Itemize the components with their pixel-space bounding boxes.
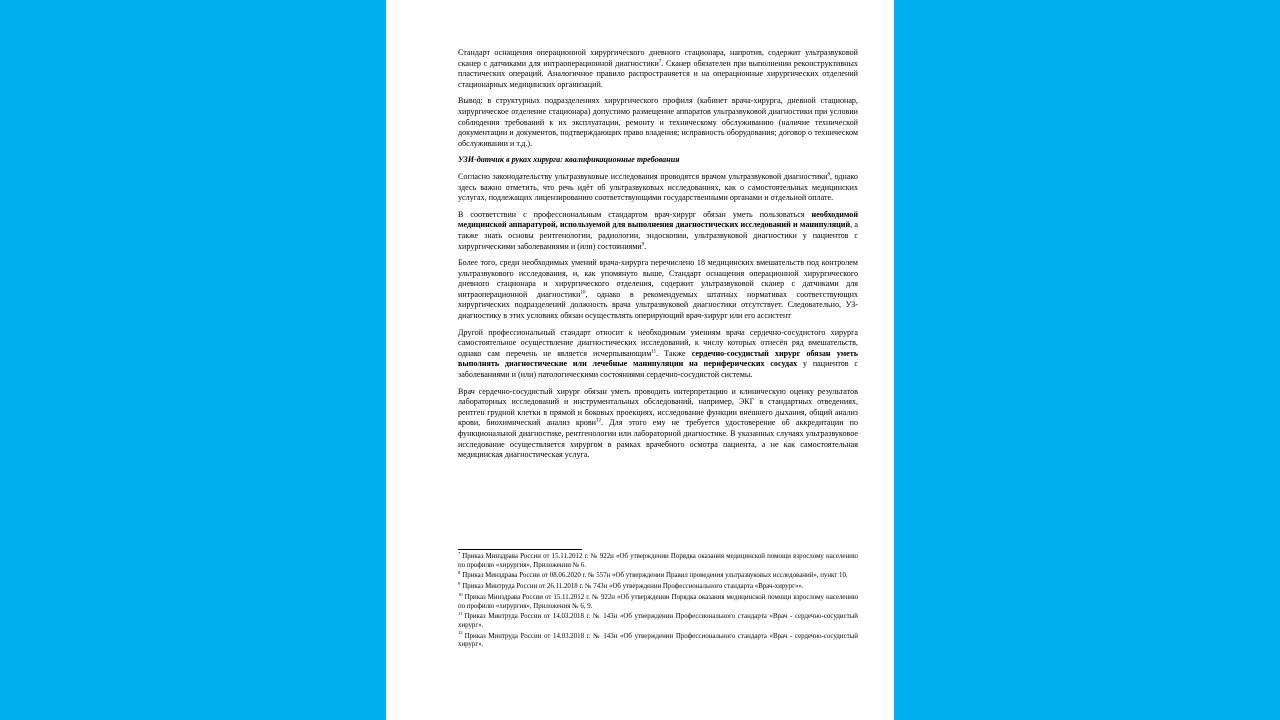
footnote [458,550,858,570]
text-run: . Для этого ему не требуется удостоверение об аккредитации по функциональной диагностике, рентгенологии или лабораторной диагностике. В указанных случаях ультразвуковое исследование осуществляется хирургом в рамках врачебного осмотра пациента, а не как самостоятельная медицинская диагностическая услуга. [458,418,858,460]
footnote-number: 9 [458,580,461,586]
footnote-reference: 8 [827,172,830,178]
footnote-reference: 10 [580,290,586,296]
footnote-number: 11 [458,610,463,616]
footnote [458,591,858,611]
footnote-text: Приказ Минздрава России от 08.06.2020 г. № 557н «Об утверждении Правил проведения ультразвуковых исследований», пункт 10. [462,572,848,580]
text-run: УЗИ-датчик в руках хирурга: квалификационные требования [458,155,680,165]
text-run: , а также знать основы рентгенологии, радиологии, эндоскопии, ультразвуковой диагностики у пациентов с хирургическими заболеваниями и (или) состояниями [458,220,858,251]
text-run: . [644,241,647,251]
footnote-text: Приказ Минтруда России от 14.03.2018 г. № 143н «Об утверждении Профессионального стандарта «Врач - сердечно-сосудистый хирург». [458,613,858,629]
text-run: . Сканер обязателен при выполнении реконструктивных пластических операций. Аналогичное правило распространяется и на операционные хирургических отделений стационарных медицинских организаций. [458,58,858,89]
bold-text: необходимой медицинской аппаратурой, используемой для выполнения диагностических исследований и манипуляций [458,209,858,230]
footnote-reference: 11 [651,349,657,355]
footnote-text: Приказ Минздрава России от 15.11.2012 г. № 922н «Об утверждении Порядка оказания медицинской помощи взрослому населению по профилю «хирургия», Приложении № 6. [458,553,858,569]
body-paragraph [458,210,858,252]
body-paragraph [458,48,858,90]
body-paragraph [458,172,858,204]
text-run: . Также [656,348,692,358]
body-paragraph [458,258,858,322]
text-run: у пациентов с заболеваниями и (или) патологическими состояниями сердечно-сосудистой системы. [458,359,859,380]
footnote [458,572,858,581]
bold-text: сердечно-сосудистый хирург обязан уметь выполнять диагностические или лечебные манипуляции на периферических сосудах [458,348,858,369]
footnote-number: 10 [458,591,463,597]
footnote-number: 8 [458,570,461,576]
text-run: , однако здесь важно отметить, что речь идёт об ультразвуковых исследованиях, как о самостоятельных медицинских услугах, подлежащих лицензированию соответствующими государственными органами и отдельной оплате. [458,171,858,203]
text-run: Более того, среди необходимых умений врача-хирурга перечислено 18 медицинских вмешательств под контролем ультразвукового исследования, и, как упомянуто выше, Стандарт оснащения операционной хирургического дневного стационара и хирургического отделения, содержит ультразвуковой сканер с датчиками для интраоперационной диагностики [458,258,858,299]
footnote-separator [458,549,582,550]
text-run: Другой профессиональный стандарт относит к необходимым умениям врача сердечно-сосудистого хирурга самостоятельное осуществление диагностических исследований, к числу которых отнесён ряд вмешательств, однако сам перечень не является исчерпывающим [458,327,858,358]
text-run: Врач сердечно-сосудистый хирург обязан уметь проводить интерпретацию и клиническую оценку результатов лабораторных исследований и инструментальных обследований, например, ЭКГ в стандартных отведениях, рентген грудной клетки в прямой и боковых проекциях, исследование функции внешнего дыхания, общий анализ крови, биохимический анализ крови [458,386,858,428]
body-paragraph [458,328,858,381]
text-run: , однако в рекомендуемых штатных нормативах соответствующих хирургических подразделений должность врача ультразвуковой диагностики отсутствует. Следовательно, УЗ-диагностику в этих условиях обязан осуществлять оперирующий врач-хирург или его ассистент [458,289,858,321]
footnote-number: 12 [458,630,463,636]
footnote-number: 7 [458,550,461,556]
section-heading [458,155,858,166]
text-run: Стандарт оснащения операционной хирургического дневного стационара, напротив, содержит ультразвуковой сканер с датчиками для интраоперационной диагностики [458,48,858,68]
footnote-text: Приказ Минтруда России от 14.03.2018 г. № 143н «Об утверждении Профессионального стандарта «Врач - сердечно-сосудистый хирург». [458,632,858,649]
footnote-text: Приказ Минздрава России от 15.11.2012 г. № 922н «Об утверждении Порядка оказания медицинской помощи взрослому населению по профилю «хирургия», Приложения № 6, 9. [458,593,858,610]
document-page [386,0,894,720]
text-run: Согласно законодательству ультразвуковые исследования проводятся врачом ультразвуковой диагностики [458,171,828,181]
footnote [458,610,858,630]
footnote-reference: 9 [641,241,645,247]
text-run: Вывод: в структурных подразделениях хирургического профиля (кабинет врача-хирурга, дневной стационар, хирургическое отделение стационара) допустимо размещение аппаратов ультразвуковой диагностики при условии соблюдения требований к их эксплуатации, ремонту и техническому обслуживанию (наличие технической документации и документов, подтверждающих право владения; исправность оборудования; договор о техническом обслуживании и т.д.). [458,96,858,148]
document-body [458,48,858,467]
body-paragraph [458,387,858,461]
footnote [458,580,858,592]
body-paragraph [458,96,858,149]
footnote [458,630,858,650]
text-run: В соответствии с профессиональным стандартом врач-хирург обязан уметь пользоваться [458,209,812,219]
footnote-reference: 7 [658,58,662,64]
footnote-reference: 12 [596,418,602,424]
footnotes-section [458,550,858,652]
footnote-text: Приказ Минтруда России от 26.11.2018 г. № 743н «Об утверждении Профессионального стандарта «Врач-хирург»». [462,583,804,591]
